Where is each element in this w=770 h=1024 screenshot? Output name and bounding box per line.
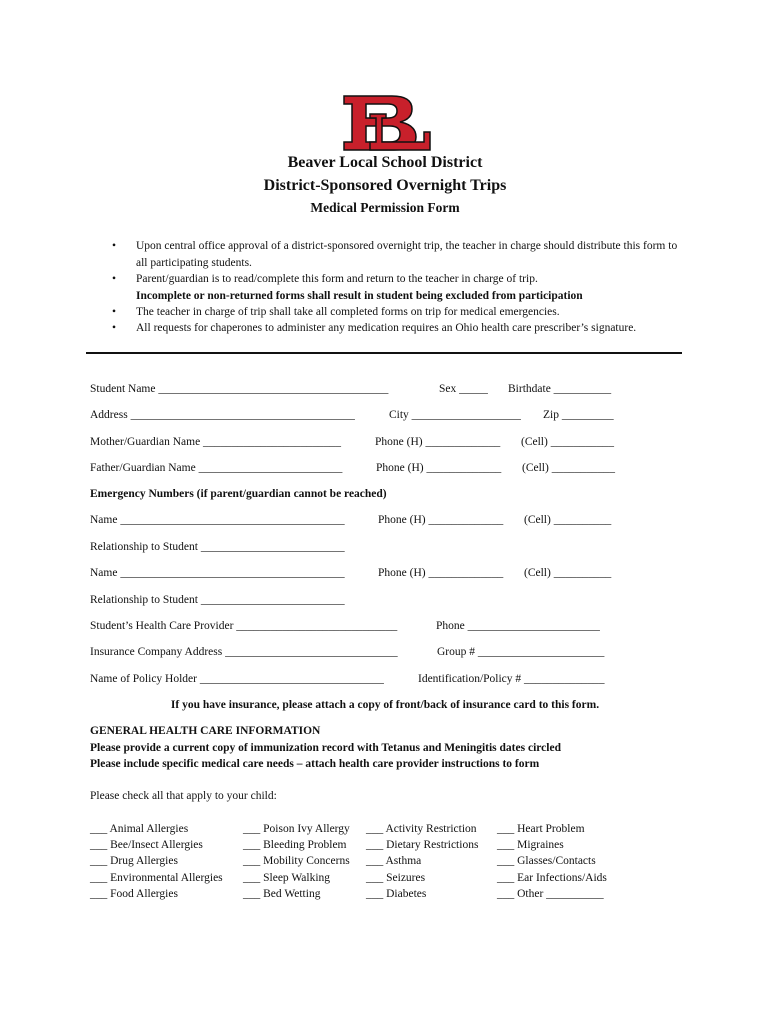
emergency-heading: Emergency Numbers (if parent/guardian cannot be reached) [90, 488, 387, 500]
bullet-icon: • [112, 306, 117, 318]
emergency2-relationship-field[interactable]: Relationship to Student _________________________ [90, 594, 345, 606]
insurance-address-field[interactable]: Insurance Company Address ______________________________ [90, 646, 398, 658]
father-cell-field[interactable]: (Cell) ___________ [522, 462, 615, 474]
form-subtitle: Medical Permission Form [310, 200, 460, 215]
emergency1-name-field[interactable]: Name _______________________________________ [90, 514, 345, 526]
care-needs-note: Please include specific medical care needs – attach health care provider instructions to form [90, 758, 540, 770]
checkbox-item[interactable]: ___ Food Allergies [90, 887, 178, 900]
emergency2-name-field[interactable]: Name _______________________________________ [90, 567, 345, 579]
checkbox-item[interactable]: ___ Bleeding Problem [243, 839, 347, 852]
instruction-text: Parent/guardian is to read/complete this form and return to the teacher in charge of trip. [136, 273, 538, 285]
bullet-icon: • [112, 240, 117, 252]
emergency2-cell-field[interactable]: (Cell) __________ [524, 567, 612, 579]
father-name-field[interactable]: Father/Guardian Name _________________________ [90, 462, 343, 474]
district-logo [340, 92, 432, 154]
immunization-note: Please provide a current copy of immunization record with Tetanus and Meningitis dates circled [90, 742, 561, 754]
city-field[interactable]: City ___________________ [389, 409, 521, 421]
checkbox-item[interactable]: ___ Glasses/Contacts [497, 855, 596, 868]
bullet-icon: • [112, 273, 117, 285]
checkbox-item[interactable]: ___ Bee/Insect Allergies [90, 839, 203, 852]
mother-name-field[interactable]: Mother/Guardian Name ________________________ [90, 436, 342, 448]
checkbox-item[interactable]: ___ Heart Problem [497, 823, 585, 835]
mother-phone-field[interactable]: Phone (H) _____________ [375, 436, 501, 448]
checklist-column-4 [497, 821, 607, 902]
emergency1-relationship-field[interactable]: Relationship to Student _________________________ [90, 541, 345, 553]
check-prompt: Please check all that apply to your child: [90, 790, 277, 802]
checkbox-item[interactable]: ___ Diabetes [366, 887, 427, 900]
divider [86, 352, 682, 354]
emergency1-cell-field[interactable]: (Cell) __________ [524, 514, 612, 526]
checkbox-item[interactable]: ___ Migraines [497, 839, 564, 852]
title-line1: Beaver Local School District [287, 154, 483, 171]
group-number-field[interactable]: Group # ______________________ [437, 646, 605, 658]
checkbox-item[interactable]: ___ Dietary Restrictions [366, 839, 479, 852]
checkbox-item[interactable]: ___ Seizures [366, 871, 426, 884]
policy-holder-field[interactable]: Name of Policy Holder ________________________________ [90, 673, 384, 685]
instruction-warning: Incomplete or non-returned forms shall result in student being excluded from participation [136, 289, 583, 302]
checkbox-item[interactable]: ___ Activity Restriction [366, 823, 477, 835]
provider-phone-field[interactable]: Phone _______________________ [436, 620, 600, 632]
checkbox-item[interactable]: ___ Environmental Allergies [90, 871, 223, 884]
checkbox-item[interactable]: ___ Drug Allergies [90, 855, 178, 868]
checkbox-item[interactable]: ___ Mobility Concerns [243, 855, 350, 868]
mother-cell-field[interactable]: (Cell) ___________ [521, 436, 614, 448]
checkbox-item[interactable]: ___ Ear Infections/Aids [497, 871, 607, 884]
sex-field[interactable]: Sex _____ [439, 383, 488, 395]
checklist-column-3 [366, 821, 478, 902]
insurance-note: If you have insurance, please attach a copy of front/back of insurance card to this form. [170, 699, 600, 711]
checkbox-item[interactable]: ___ Animal Allergies [90, 823, 189, 835]
checkbox-item[interactable]: ___ Bed Wetting [243, 887, 321, 900]
checkbox-item[interactable]: ___ Sleep Walking [243, 871, 331, 884]
health-provider-field[interactable]: Student’s Health Care Provider ____________________________ [90, 620, 398, 632]
instruction-text: The teacher in charge of trip shall take all completed forms on trip for medical emergencies. [136, 306, 560, 318]
emergency1-phone-field[interactable]: Phone (H) _____________ [378, 514, 504, 526]
checklist-column-2 [243, 821, 350, 902]
emergency2-phone-field[interactable]: Phone (H) _____________ [378, 567, 504, 579]
bullet-icon: • [112, 322, 117, 334]
checkbox-item[interactable]: ___ Asthma [366, 855, 422, 868]
checkbox-item[interactable]: ___ Other __________ [497, 887, 604, 900]
checkbox-item[interactable]: ___ Poison Ivy Allergy [243, 823, 350, 835]
policy-id-field[interactable]: Identification/Policy # ______________ [418, 673, 605, 685]
zip-field[interactable]: Zip _________ [543, 409, 614, 421]
title-line2: District-Sponsored Overnight Trips [263, 177, 507, 194]
student-name-field[interactable]: Student Name ________________________________________ [90, 383, 389, 395]
checklist-column-1 [90, 821, 223, 902]
instruction-text: Upon central office approval of a district-sponsored overnight trip, the teacher in charge should distribute this form to all participating students. [136, 240, 678, 269]
birthdate-field[interactable]: Birthdate __________ [508, 383, 612, 395]
address-field[interactable]: Address _______________________________________ [90, 409, 355, 421]
general-heading: GENERAL HEALTH CARE INFORMATION [90, 725, 321, 737]
father-phone-field[interactable]: Phone (H) _____________ [376, 462, 502, 474]
instruction-text: All requests for chaperones to administer any medication requires an Ohio health care prescriber’s signature. [136, 322, 637, 334]
